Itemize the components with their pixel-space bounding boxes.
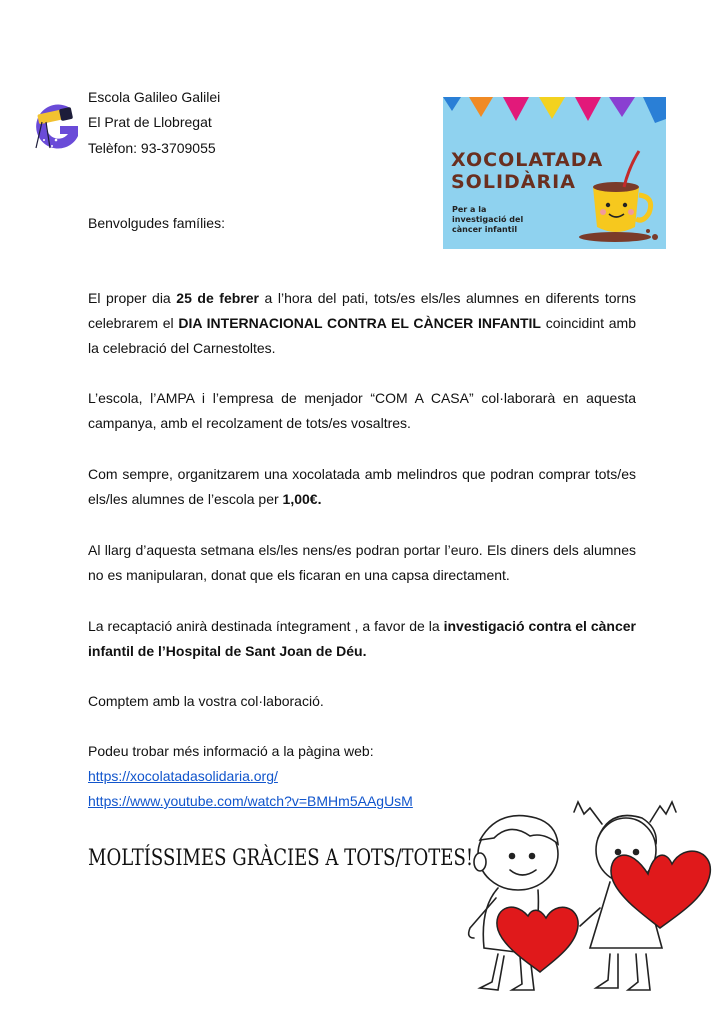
link-youtube[interactable]: https://www.youtube.com/watch?v=BMHm5AAgUsM	[88, 793, 413, 809]
banner-title-line2: SOLIDÀRIA	[451, 171, 576, 193]
paragraph-price	[88, 462, 636, 512]
paragraph-money	[88, 538, 636, 588]
greeting: Benvolgudes famílies:	[88, 215, 225, 231]
paragraph-destination	[88, 614, 636, 664]
banner-subtitle-line2: investigació del	[452, 215, 524, 224]
thanks-headline: MOLTÍSSIMES GRÀCIES A TOTS/TOTES!	[88, 846, 474, 871]
banner-subtitle-line1: Per a la	[452, 205, 487, 214]
paragraph-thanks-collab: Comptem amb la vostra col·laboració.	[88, 693, 324, 709]
banner-subtitle	[452, 205, 523, 235]
banner-title-line1: XOCOLATADA	[451, 149, 604, 171]
p1-day-name: DIA INTERNACIONAL CONTRA EL CÀNCER INFANTIL	[178, 315, 541, 331]
p3-text-a: Com sempre, organitzarem una xocolatada amb melindros que podran comprar tots/es els/les alumnes de l’escola per	[88, 466, 636, 507]
p2-text: L’escola, l’AMPA i l’empresa de menjador “COM A CASA” col·laborarà en aquesta campanya, amb el recolzament de tots/es vosaltres.	[88, 390, 636, 431]
school-phone: Telèfon: 93-3709055	[88, 140, 216, 156]
info-label: Podeu trobar més informació a la pàgina web:	[88, 743, 374, 759]
school-name: Escola Galileo Galilei	[88, 89, 221, 105]
p1-text-e: coincidint amb la celebració del Carnestoltes.	[88, 315, 636, 356]
banner-subtitle-line3: càncer infantil	[452, 225, 518, 234]
paragraph-event	[88, 286, 636, 361]
p5-research: investigació contra el càncer infantil de l’Hospital de Sant Joan de Déu.	[88, 618, 636, 659]
school-town: El Prat de Llobregat	[88, 114, 212, 130]
p4-text: Al llarg d’aquesta setmana els/les nens/es podran portar l’euro. Els diners dels alumnes no es manipularan, donat que els ficaran en una capsa directament.	[88, 542, 636, 583]
school-logo	[30, 96, 86, 156]
p1-text-a: El proper dia	[88, 290, 177, 306]
paragraph-collaborators	[88, 386, 636, 436]
p3-price: 1,00€.	[282, 491, 322, 507]
p5-text-a: La recaptació anirà destinada íntegrament , a favor de la	[88, 618, 444, 634]
xocolatada-banner	[443, 97, 666, 249]
p1-text-c: a l’hora del pati, tots/es els/les alumnes en diferents torns celebrarem el	[88, 290, 636, 331]
link-xocolatada[interactable]: https://xocolatadasolidaria.org/	[88, 768, 278, 784]
kids-hearts-illustration	[440, 778, 716, 998]
p1-date: 25 de febrer	[176, 290, 259, 306]
